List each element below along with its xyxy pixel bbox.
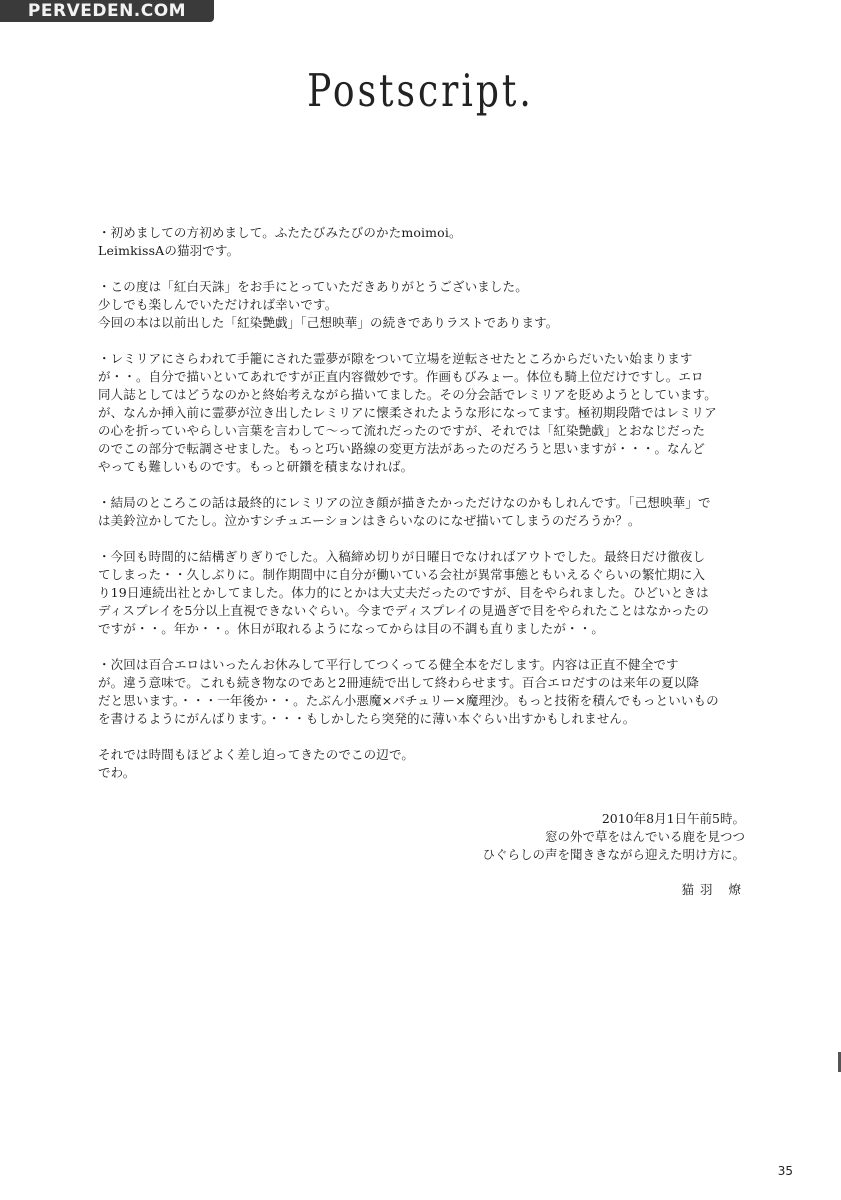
text-line: LeimkissAの猫羽です。 (98, 243, 240, 258)
text-line: 同人誌としてはどうなのかと終始考えながら描いてました。その分会話でレミリアを貶めようとしています。 (98, 387, 717, 402)
paragraph (98, 548, 758, 638)
watermark-text: PERVEDEN.COM (27, 1, 187, 21)
text-line: ・次回は百合エロはいったんお休みして平行してつくってる健全本をだします。内容は正直不健全です (98, 657, 679, 672)
text-line: り19日連続出社とかしてました。体力的にとかは大丈夫だったのですが、目をやられました。ひどいときは (98, 585, 709, 600)
text-line: ・レミリアにさらわれて手籠にされた霊夢が隙をついて立場を逆転させたところからだいたい始まります (98, 351, 693, 366)
signature-line: 窓の外で草をはんでいる鹿を見つつ (544, 829, 745, 844)
text-line: だと思います。・・・一年後か・・。たぶん小悪魔×パチュリー×魔理沙。もっと技術を積んでもっといいもの (98, 693, 719, 708)
text-line: てしまった・・久しぶりに。制作期間中に自分が働いている会社が異常事態ともいえるぐらいの繁忙期に入 (98, 567, 706, 582)
text-line: ディスプレイを5分以上直視できないぐらい。今までディスプレイの見過ぎで目をやられたことはなかったの (98, 603, 710, 618)
text-line: が、なんか挿入前に霊夢が泣き出したレミリアに懐柔されたような形になってます。極初期段階ではレミリア (98, 405, 717, 420)
text-line: のでこの部分で転調させました。もっと巧い路線の変更方法があったのだろうと思いますが・・・。なんど (98, 441, 706, 456)
text-line: やっても難しいものです。もっと研鑽を積まなければ。 (98, 459, 414, 474)
text-line: を書けるようにがんばります。・・・もしかしたら突発的に薄い本ぐらい出すかもしれません。 (98, 711, 636, 726)
paragraph (98, 656, 758, 728)
paragraph (98, 278, 758, 332)
author-name: 猫羽 燎 (681, 882, 747, 897)
signature-block (482, 810, 745, 864)
text-line: 今回の本は以前出した「紅染艶戯」「己想映華」の続きでありラストであります。 (98, 315, 559, 330)
paragraph (98, 494, 758, 530)
paragraph (98, 224, 758, 260)
text-line: ・初めましての方初めまして。ふたたびみたびのかたmoimoi。 (98, 225, 462, 240)
postscript-body (98, 224, 758, 800)
site-watermark (0, 0, 214, 22)
text-line: 少しでも楽しんでいただければ幸いです。 (98, 297, 338, 312)
text-line: それでは時間もほどよく差し迫ってきたのでこの辺で。 (98, 747, 415, 762)
page-title: Postscript. (307, 66, 534, 118)
paragraph (98, 746, 758, 782)
text-line: の心を折っていやらしい言葉を言わして～って流れだったのですが、それでは「紅染艶戯」とおなじだった (98, 423, 706, 438)
paragraph (98, 350, 758, 476)
text-line: が。違う意味で。これも続き物なのであと2冊連続で出して終わらせます。百合エロだすのは来年の夏以降 (98, 675, 700, 690)
signature-line: ひぐらしの声を聞ききながら迎えた明け方に。 (482, 847, 745, 862)
text-line: が・・。自分で描いといてあれですが正直内容微妙です。作画もびみょー。体位も騎上位だけですし。エロ (98, 369, 704, 384)
text-line: ・この度は「紅白天誅」をお手にとっていただきありがとうございました。 (98, 279, 528, 294)
text-line: ですが・・。年か・・。休日が取れるようになってからは目の不調も直りましたが・・。 (98, 621, 605, 636)
signature-date: 2010年8月1日午前5時。 (601, 811, 745, 826)
text-line: ・今回も時間的に結構ぎりぎりでした。入稿締め切りが日曜日でなければアウトでした。最終日だけ徹夜し (98, 549, 706, 564)
text-line: でわ。 (98, 765, 136, 780)
text-line: は美鈴泣かしてたし。泣かすシチュエーションはきらいなのになぜ描いてしまうのだろうか？。 (98, 513, 641, 528)
page-number: 35 (777, 1164, 793, 1178)
text-line: ・結局のところこの話は最終的にレミリアの泣き顔が描きたかっただけなのかもしれんです。「己想映華」で (98, 495, 711, 510)
